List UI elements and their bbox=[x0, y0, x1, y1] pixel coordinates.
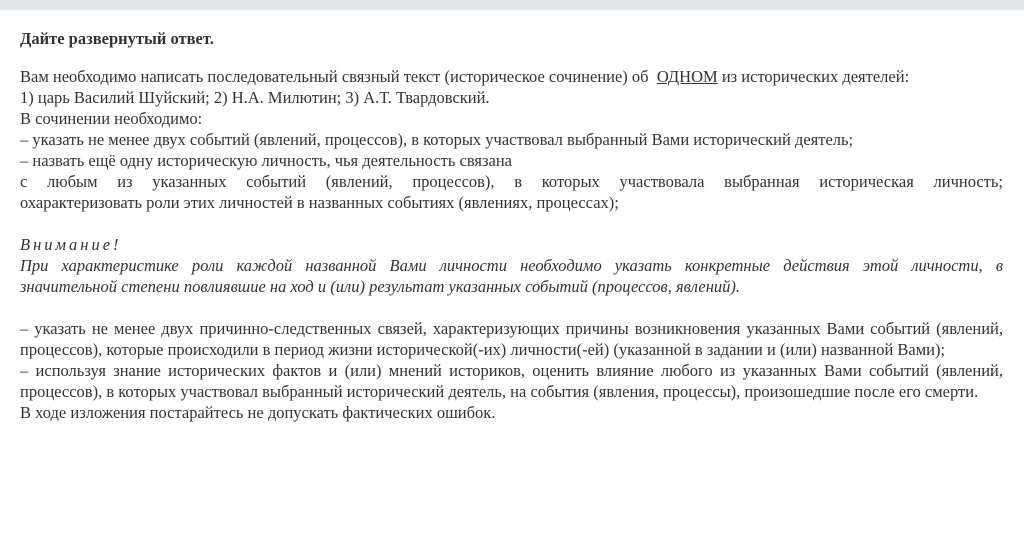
spacer bbox=[20, 297, 1003, 318]
requirement-1: – указать не менее двух событий (явлений, процессов), в которых участвовал выбранный Вами исторический деятель; bbox=[20, 130, 854, 149]
task-content bbox=[20, 28, 1003, 423]
top-bar bbox=[0, 0, 1024, 10]
requirement-2-line-3: охарактеризовать роли этих личностей в названных событиях (явлениях, процессах); bbox=[20, 193, 619, 212]
attention-line-2: значительной степени повлиявшие на ход и (или) результат указанных событий (процессов, явлений). bbox=[20, 277, 741, 296]
intro-before: Вам необходимо написать последовательный связный текст (историческое сочинение) об bbox=[20, 67, 649, 86]
spacer bbox=[20, 213, 1003, 234]
closing-line: В ходе изложения постарайтесь не допускать фактических ошибок. bbox=[20, 403, 496, 422]
attention-label: Внимание! bbox=[20, 235, 122, 254]
intro-emphasis: ОДНОМ bbox=[656, 67, 718, 86]
requirement-2-line-1: – назвать ещё одну историческую личность, чья деятельность связана bbox=[20, 151, 513, 170]
requirement-4: – используя знание исторических фактов и (или) мнений историков, оценить влияние любого из указанных Вами событий (явлений, процессов), в которых участвовал выбранный исторический деятель, на события (явления, процессы), произошедшие после его смерти. bbox=[20, 361, 1003, 401]
intro-after: из исторических деятелей: bbox=[721, 67, 910, 86]
task-heading: Дайте развернутый ответ. bbox=[20, 29, 214, 48]
options-line: 1) царь Василий Шуйский; 2) Н.А. Милютин; 3) А.Т. Твардовский. bbox=[20, 88, 490, 107]
requirement-3: – указать не менее двух причинно-следственных связей, характеризующих причины возникновения указанных Вами событий (явлений, процессов), которые происходили в период жизни исторической(-их) личности(-ей) (указанной в задании и (или) названной Вами); bbox=[20, 319, 1003, 359]
requirement-2-line-2: с любым из указанных событий (явлений, процессов), в которых участвовала выбранная историческая личность; bbox=[20, 172, 1003, 191]
intro-line bbox=[20, 66, 1003, 87]
required-label: В сочинении необходимо: bbox=[20, 109, 203, 128]
attention-line-1: При характеристике роли каждой названной Вами личности необходимо указать конкретные действия этой личности, в bbox=[20, 256, 1003, 275]
